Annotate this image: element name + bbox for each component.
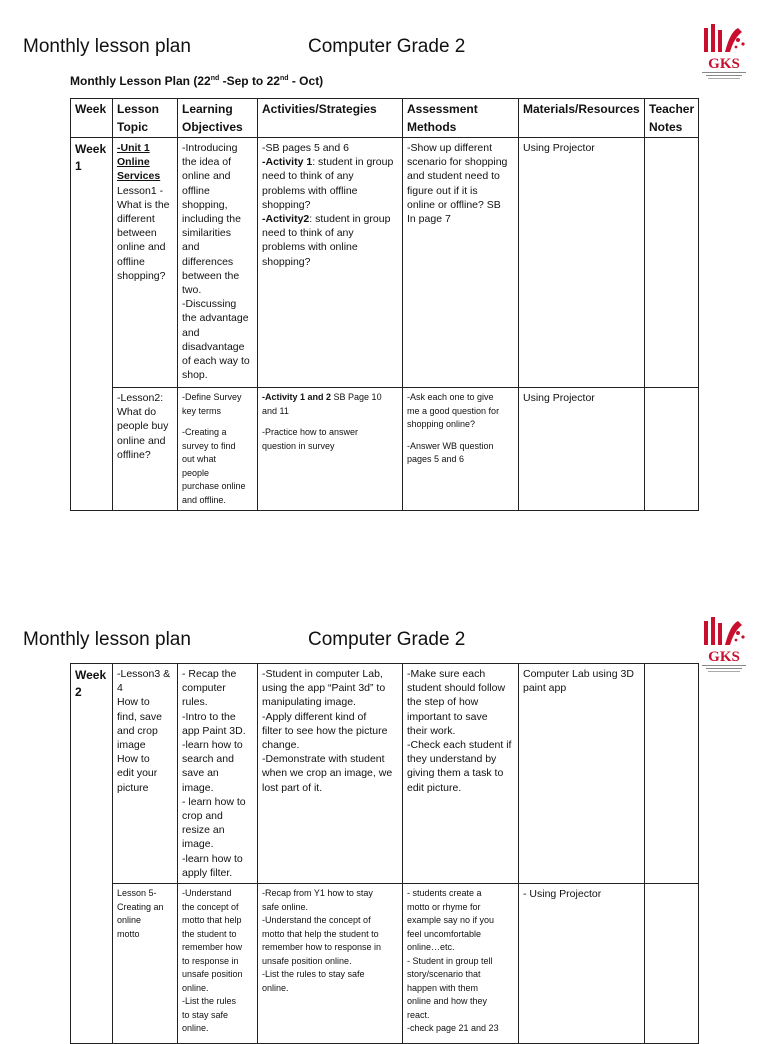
column-header-learning-objectives: Learning Objectives xyxy=(178,99,258,138)
objectives-cell: - Recap the computer rules. -Intro to the app Paint 3D. -learn how to search and save an image. - learn how to crop and resize an image. -learn how to apply filter. xyxy=(178,664,258,884)
week-label: Week 2 xyxy=(75,668,107,699)
week-cell xyxy=(71,664,113,1044)
svg-text:GKS: GKS xyxy=(708,56,740,72)
table-row xyxy=(71,884,699,1044)
week-cell xyxy=(71,138,113,511)
activities-cell: -Recap from Y1 how to stay safe online. -Understand the concept of motto that help the student to remember how to response in unsafe position online. -List the rules to stay safe online. xyxy=(258,884,403,1044)
materials-cell: Using Projector xyxy=(519,388,645,511)
teacher-notes-cell xyxy=(645,388,699,511)
table-row xyxy=(71,388,699,511)
page-heading-left: Monthly lesson plan xyxy=(23,36,191,57)
column-header-teacher-notes: Teacher Notes xyxy=(645,99,699,138)
assessment-cell: -Ask each one to give me a good question for shopping online? -Answer WB question pages 5 and 6 xyxy=(403,388,519,511)
assessment-cell: -Show up different scenario for shopping and student need to figure out if it is online or offline? SB In page 7 xyxy=(403,138,519,388)
school-logo-icon xyxy=(698,615,750,677)
column-header-week: Week xyxy=(71,99,113,138)
objectives-cell: -Define Survey key terms -Creating a survey to find out what people purchase online and offline. xyxy=(178,388,258,511)
activities-cell: -Activity 1 and 2 SB Page 10 and 11 -Practice how to answer question in survey xyxy=(258,388,403,511)
lesson-plan-table xyxy=(70,663,699,1044)
assessment-cell: -Make sure each student should follow the step of how important to save their work. -Check each student if they understand by giving them a task to edit picture. xyxy=(403,664,519,884)
page-heading-center: Computer Grade 2 xyxy=(308,629,466,650)
school-logo-icon xyxy=(698,22,750,84)
lesson-topic-cell xyxy=(113,138,178,388)
teacher-notes-cell xyxy=(645,884,699,1044)
lesson-title: Lesson1 - What is the different between online and offline shopping? xyxy=(117,184,170,282)
plan-period-subtitle: Monthly Lesson Plan (22nd -Sep to 22nd - Oct) xyxy=(70,74,324,88)
unit-title: -Unit 1 Online Services xyxy=(117,142,161,183)
table-row xyxy=(71,138,699,388)
materials-cell: Using Projector xyxy=(519,138,645,388)
column-header-assessment: Assessment Methods xyxy=(403,99,519,138)
page-heading-center: Computer Grade 2 xyxy=(308,36,466,57)
week-label: Week 1 xyxy=(75,142,107,173)
lesson-plan-table xyxy=(70,98,699,511)
teacher-notes-cell xyxy=(645,138,699,388)
teacher-notes-cell xyxy=(645,664,699,884)
activities-cell: -SB pages 5 and 6 -Activity 1: student in group need to think of any problems with offline shopping? -Activity2: student in group need to think of any problems with online shopping? xyxy=(258,138,403,388)
lesson-topic-cell: Lesson 5- Creating an online motto xyxy=(113,884,178,1044)
table-header-row xyxy=(71,99,699,138)
activities-cell: -Student in computer Lab, using the app “Paint 3d” to manipulating image. -Apply different kind of filter to see how the picture change. -Demonstrate with student when we crop an image, we lost part of it. xyxy=(258,664,403,884)
assessment-cell: - students create a motto or rhyme for example say no if you feel uncomfortable online…etc. - Student in group tell story/scenario that happen with them online and how they react. -check page 21 and 23 xyxy=(403,884,519,1044)
lesson-topic-cell: -Lesson3 & 4 How to find, save and crop image How to edit your picture xyxy=(113,664,178,884)
materials-cell: Computer Lab using 3D paint app xyxy=(519,664,645,884)
table-row xyxy=(71,664,699,884)
materials-cell: - Using Projector xyxy=(519,884,645,1044)
page-2 xyxy=(0,595,768,1034)
objectives-cell: -Understand the concept of motto that help the student to remember how to response in unsafe position online. -List the rules to stay safe online. xyxy=(178,884,258,1044)
column-header-activities: Activities/Strategies xyxy=(258,99,403,138)
svg-text:GKS: GKS xyxy=(708,649,740,665)
objectives-cell: -Introducing the idea of online and offline shopping, including the similarities and differences between the two. -Discussing the advantage and disadvantage of each way to shop. xyxy=(178,138,258,388)
column-header-materials: Materials/Resources xyxy=(519,99,645,138)
lesson-topic-cell: -Lesson2: What do people buy online and offline? xyxy=(113,388,178,511)
column-header-lesson-topic: Lesson Topic xyxy=(113,99,178,138)
page-heading-left: Monthly lesson plan xyxy=(23,629,191,650)
